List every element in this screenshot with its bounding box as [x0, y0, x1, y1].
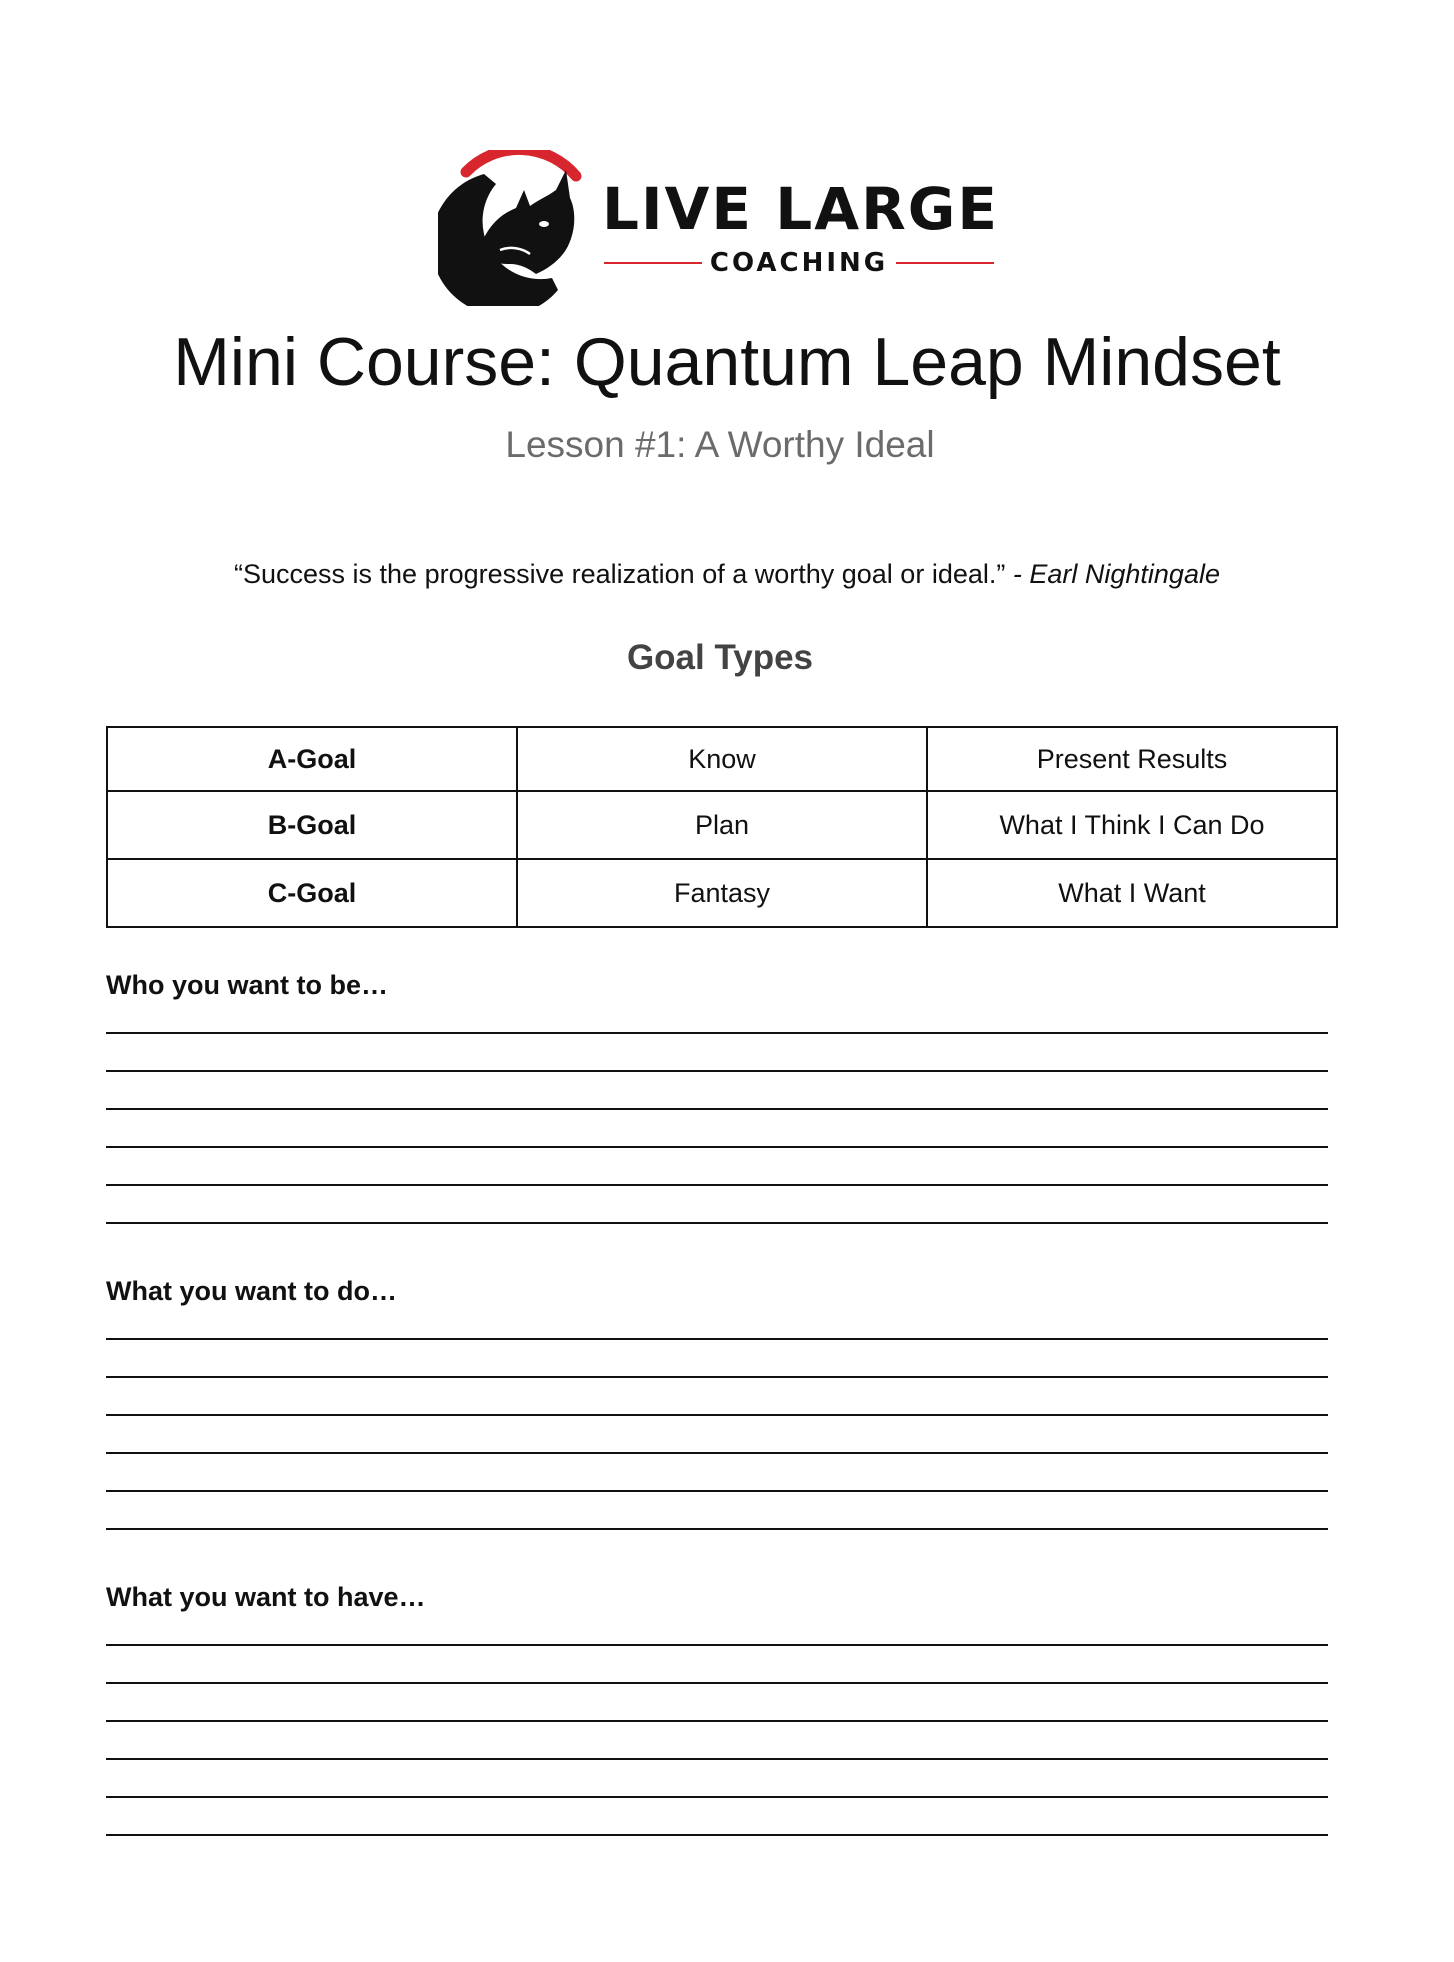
- prompt-label: What you want to have…: [106, 1582, 426, 1612]
- write-line[interactable]: [106, 1184, 1328, 1186]
- write-line[interactable]: [106, 1720, 1328, 1722]
- table-row: [107, 727, 1337, 791]
- goal-name-cell: A-Goal: [107, 727, 517, 791]
- goal-description-cell: What I Think I Can Do: [927, 791, 1337, 859]
- write-line[interactable]: [106, 1528, 1328, 1530]
- write-line[interactable]: [106, 1644, 1328, 1646]
- goal-name-cell: B-Goal: [107, 791, 517, 859]
- lesson-subtitle: Lesson #1: A Worthy Ideal: [505, 424, 935, 465]
- table-row: [107, 859, 1337, 927]
- prompt-do-section: [106, 1274, 1334, 1308]
- goal-types-heading: Goal Types: [626, 638, 814, 677]
- goal-types-table: [106, 726, 1338, 928]
- goal-method-cell: Fantasy: [517, 859, 927, 927]
- write-line[interactable]: [106, 1032, 1328, 1034]
- prompt-label: What you want to do…: [106, 1276, 397, 1306]
- quote-author: - Earl Nightingale: [1012, 559, 1220, 589]
- prompt-who-section: [106, 968, 1334, 1002]
- rhino-head-icon: [438, 150, 598, 306]
- write-line[interactable]: [106, 1338, 1328, 1340]
- write-line[interactable]: [106, 1108, 1328, 1110]
- goal-method-cell: Know: [517, 727, 927, 791]
- write-line[interactable]: [106, 1490, 1328, 1492]
- prompt-have-section: [106, 1580, 1334, 1614]
- quote: [0, 556, 1454, 592]
- logo-subline: [604, 246, 994, 280]
- logo-subtitle: COACHING: [709, 248, 889, 278]
- write-line[interactable]: [106, 1834, 1328, 1836]
- table-row: [107, 791, 1337, 859]
- logo-rule-left: [604, 262, 702, 264]
- write-line[interactable]: [106, 1682, 1328, 1684]
- prompt-label: Who you want to be…: [106, 970, 388, 1000]
- write-line[interactable]: [106, 1452, 1328, 1454]
- write-line[interactable]: [106, 1414, 1328, 1416]
- live-large-coaching-logo: [438, 150, 998, 306]
- goal-method-cell: Plan: [517, 791, 927, 859]
- write-line[interactable]: [106, 1146, 1328, 1148]
- logo-rule-right: [896, 262, 994, 264]
- goal-description-cell: Present Results: [927, 727, 1337, 791]
- write-line[interactable]: [106, 1796, 1328, 1798]
- write-line[interactable]: [106, 1376, 1328, 1378]
- goal-name-cell: C-Goal: [107, 859, 517, 927]
- write-line[interactable]: [106, 1222, 1328, 1224]
- goal-description-cell: What I Want: [927, 859, 1337, 927]
- logo-wordmark: LIVE LARGE: [602, 175, 999, 243]
- page-title: Mini Course: Quantum Leap Mindset: [173, 324, 1281, 400]
- quote-text: “Success is the progressive realization of a worthy goal or ideal.”: [234, 559, 1013, 589]
- write-line[interactable]: [106, 1758, 1328, 1760]
- write-line[interactable]: [106, 1070, 1328, 1072]
